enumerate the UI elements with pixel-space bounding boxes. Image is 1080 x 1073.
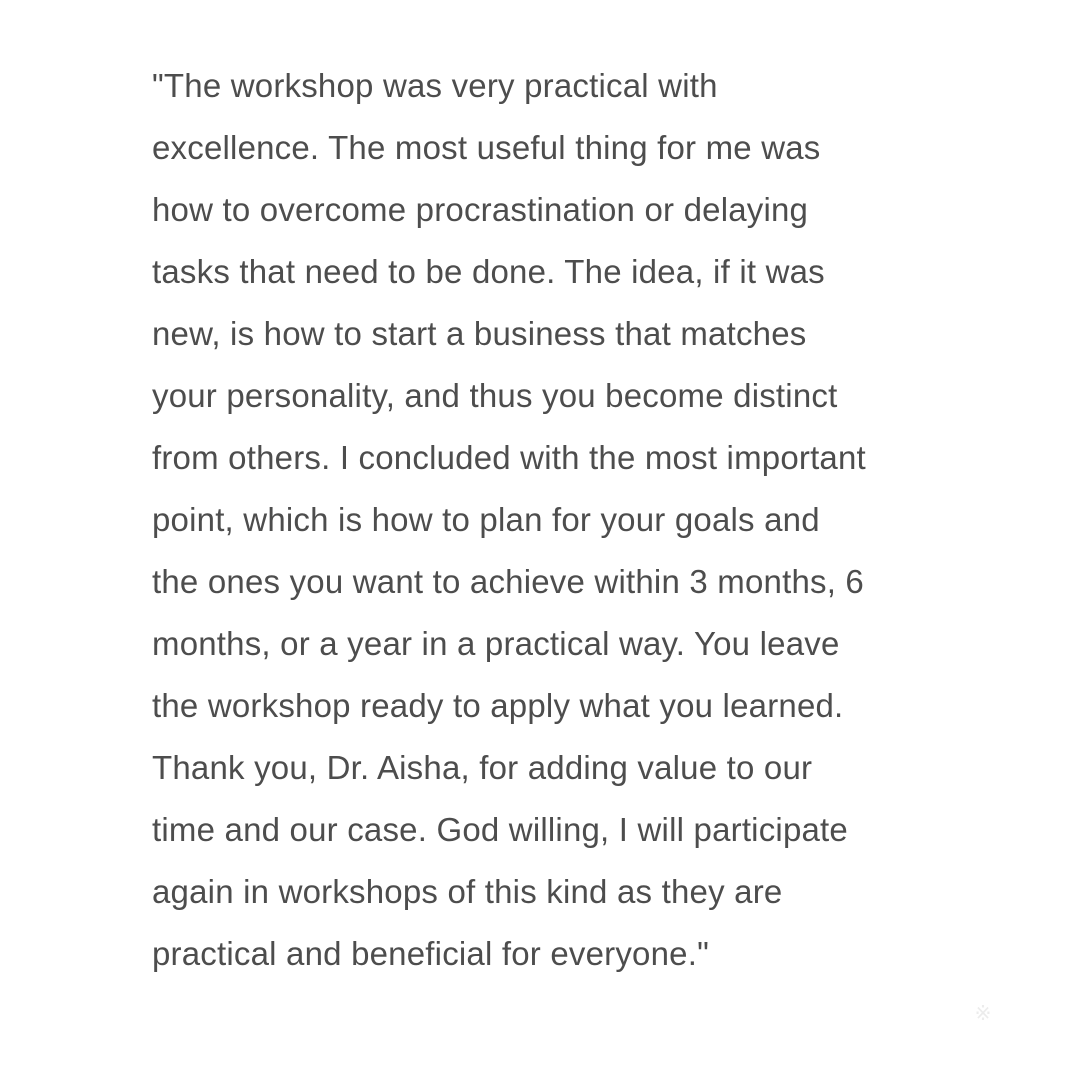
quote-line: new, is how to start a business that matches [152,315,807,352]
watermark-icon: ※ [974,1001,992,1025]
testimonial-quote [152,55,1032,985]
quote-line: the workshop ready to apply what you learned. [152,687,844,724]
quote-line: from others. I concluded with the most important [152,439,866,476]
quote-line: Thank you, Dr. Aisha, for adding value to our [152,749,813,786]
quote-line: the ones you want to achieve within 3 months, 6 [152,563,864,600]
quote-line: time and our case. God willing, I will participate [152,811,848,848]
quote-line: tasks that need to be done. The idea, if it was [152,253,825,290]
quote-line: your personality, and thus you become distinct [152,377,838,414]
quote-line: point, which is how to plan for your goals and [152,501,820,538]
quote-line: months, or a year in a practical way. You leave [152,625,840,662]
quote-line: "The workshop was very practical with [152,67,718,104]
quote-line: practical and beneficial for everyone." [152,935,709,972]
quote-line: how to overcome procrastination or delaying [152,191,809,228]
quote-line: excellence. The most useful thing for me was [152,129,821,166]
quote-line: again in workshops of this kind as they are [152,873,783,910]
